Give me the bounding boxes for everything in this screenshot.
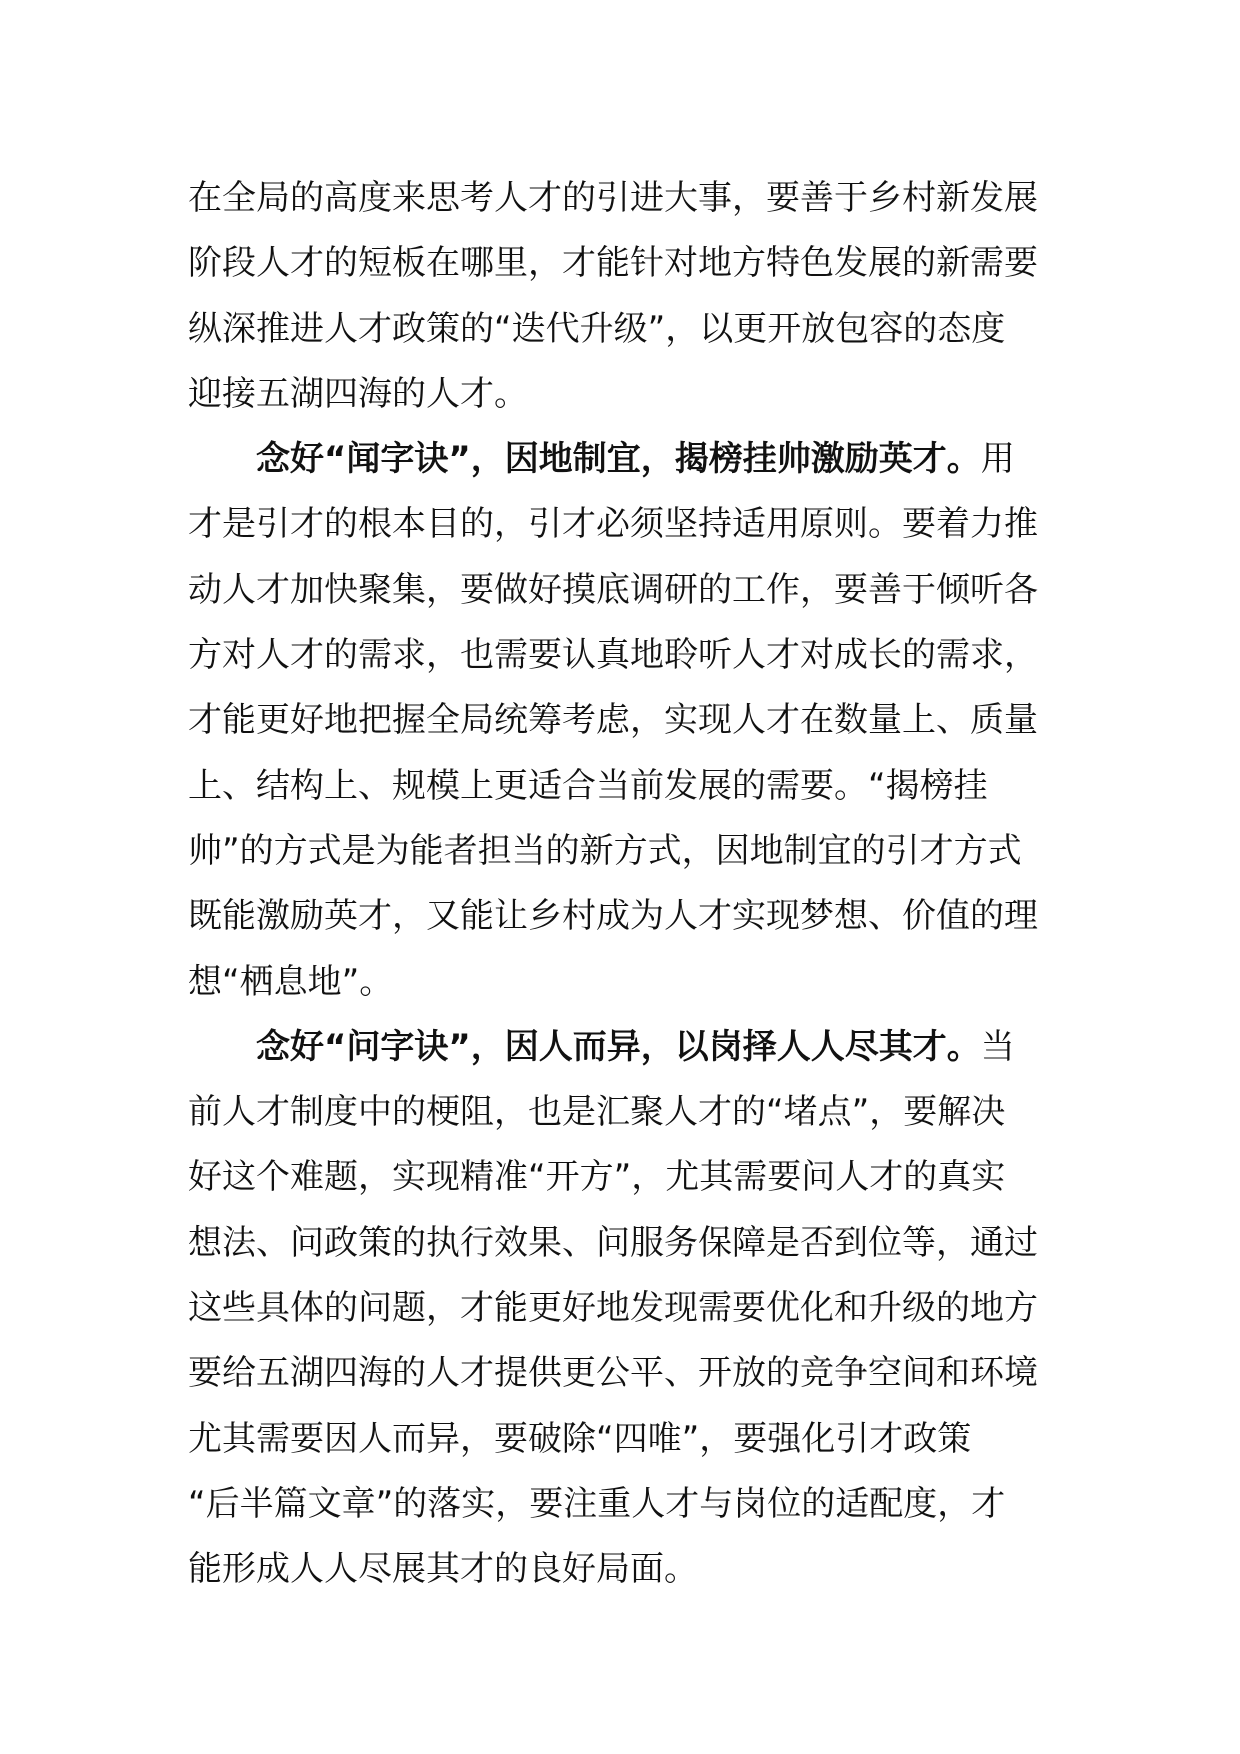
text-line: 想法、问政策的执行效果、问服务保障是否到位等，通过	[188, 1222, 1038, 1263]
text-line: 前人才制度中的梗阻，也是汇聚人才的“堵点”，要解决	[188, 1092, 1006, 1133]
text-line: 迎接五湖四海的人才。	[188, 373, 528, 414]
text-line: 纵深推进人才政策的“迭代升级”，以更开放包容的态度	[188, 308, 1006, 349]
paragraph-first-line-text: 用	[980, 439, 1015, 480]
text-line: 好这个难题，实现精准“开方”，尤其需要问人才的真实	[188, 1157, 1006, 1198]
text-line: 帅”的方式是为能者担当的新方式，因地制宜的引才方式	[188, 830, 1022, 871]
paragraph-first-line	[188, 1015, 1066, 1080]
text-line: 方对人才的需求，也需要认真地聆听人才对成长的需求，	[188, 635, 1038, 676]
text-line: 上、结构上、规模上更适合当前发展的需要。“揭榜挂	[188, 765, 988, 806]
text-line: 阶段人才的短板在哪里，才能针对地方特色发展的新需要	[188, 243, 1038, 284]
paragraph-first-line	[188, 427, 1066, 492]
text-line: 能形成人人尽展其才的良好局面。	[188, 1549, 698, 1590]
text-line: 尤其需要因人而异，要破除“四唯”，要强化引才政策	[188, 1418, 972, 1459]
text-line: 既能激励英才，又能让乡村成为人才实现梦想、价值的理	[188, 896, 1038, 937]
document-page	[188, 166, 1066, 1603]
text-line: 才能更好地把握全局统筹考虑，实现人才在数量上、质量	[188, 700, 1038, 741]
text-line: 想“栖息地”。	[188, 961, 394, 1002]
paragraph-heading: 念好“闻字诀”，因地制宜，揭榜挂帅激励英才。	[256, 439, 981, 480]
text-line: 这些具体的问题，才能更好地发现需要优化和升级的地方	[188, 1288, 1038, 1329]
text-line: “后半篇文章”的落实，要注重人才与岗位的适配度，才	[188, 1483, 1006, 1524]
text-line: 动人才加快聚集，要做好摸底调研的工作，要善于倾听各	[188, 569, 1038, 610]
paragraph-1	[188, 166, 1066, 427]
paragraph-first-line-text: 当	[980, 1026, 1015, 1067]
paragraph-2	[188, 427, 1066, 1015]
text-line: 才是引才的根本目的，引才必须坚持适用原则。要着力推	[188, 504, 1038, 545]
paragraph-3	[188, 1015, 1066, 1603]
text-line: 要给五湖四海的人才提供更公平、开放的竞争空间和环境	[188, 1353, 1038, 1394]
text-line: 在全局的高度来思考人才的引进大事，要善于乡村新发展	[188, 178, 1038, 218]
paragraph-heading: 念好“问字诀”，因人而异，以岗择人人尽其才。	[256, 1026, 981, 1067]
